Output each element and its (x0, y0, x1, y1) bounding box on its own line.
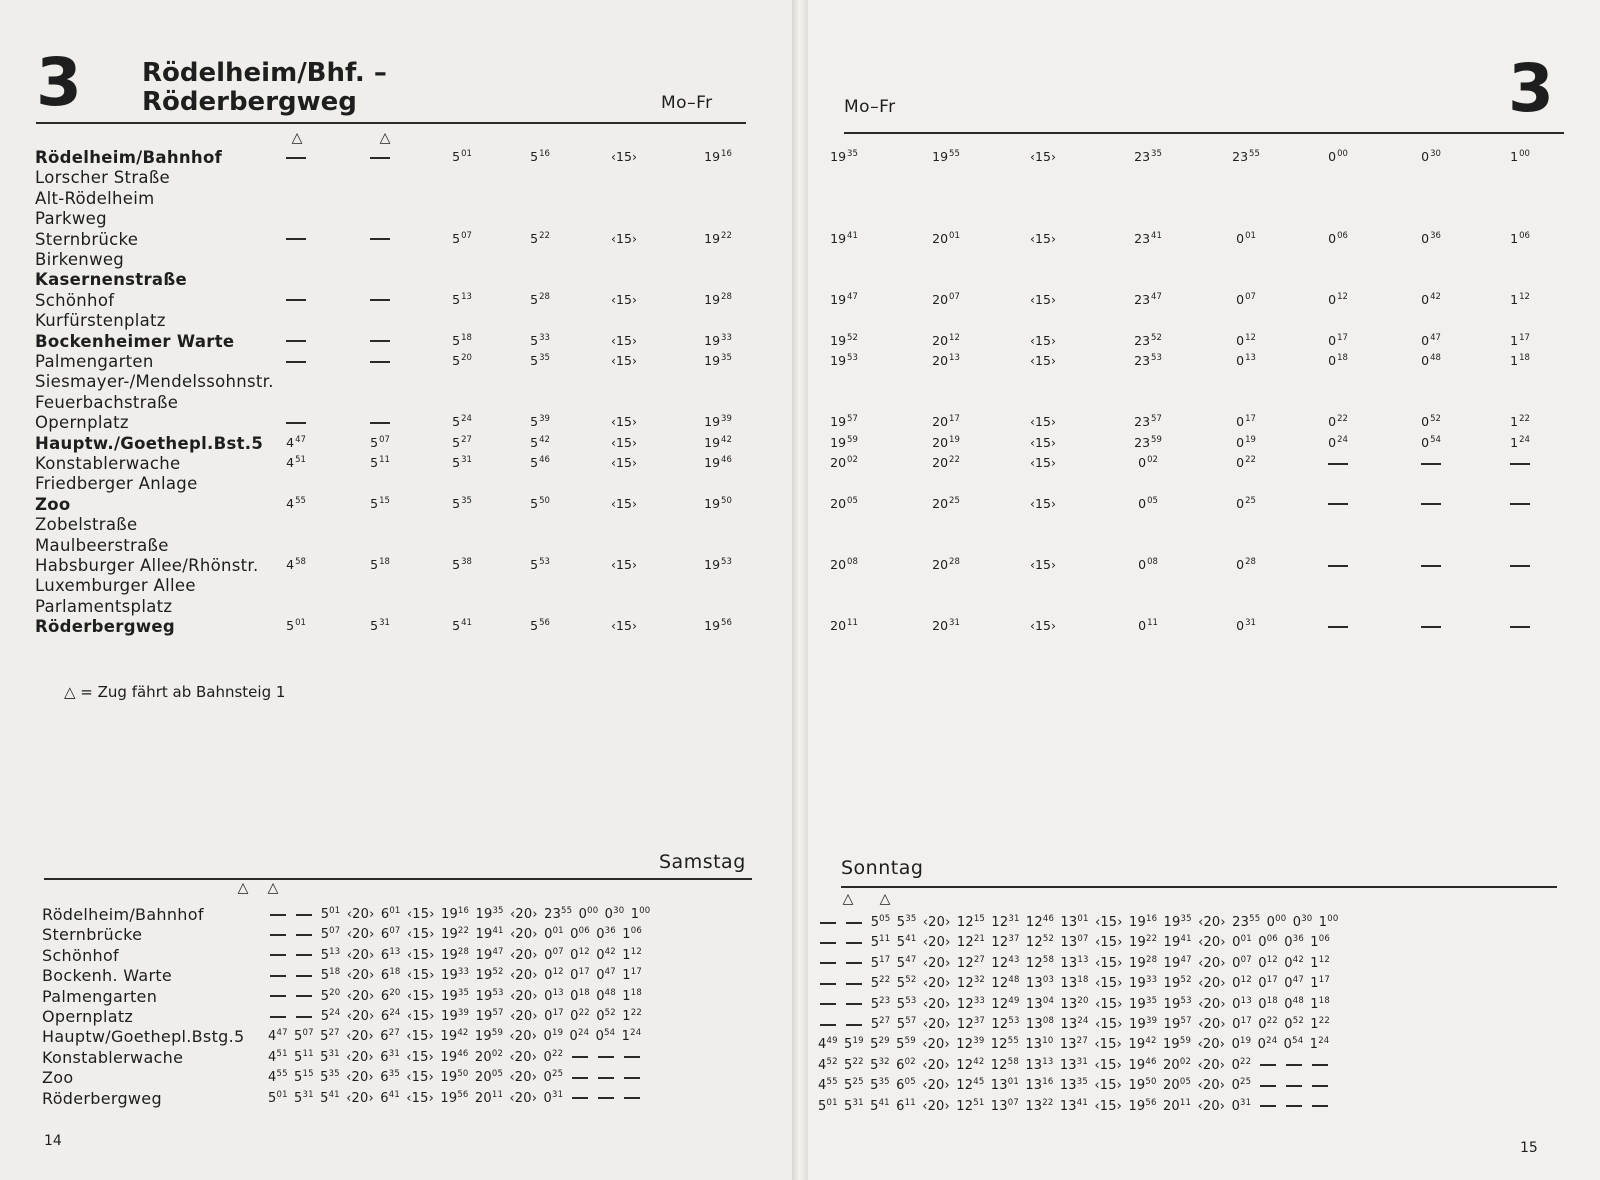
sunday-row: $5^{05}$ $5^{35}$ ‹20› $12^{15}$ $12^{31}$ $12^{46}$ $13^{01}$ ‹15› $19^{16}$ $19^{35}$ ‹20› $23^{55}$ $0^{00}$ $0^{30}$ $1^{00}$ (818, 914, 1338, 930)
stop-name: Siesmayer-/Mendelssohnstr. (35, 372, 274, 392)
page-number-right: 15 (1520, 1140, 1538, 1156)
departure-time: $5^{01}$ (286, 618, 306, 634)
departure-time: $0^{31}$ (1236, 618, 1256, 634)
route-number-right: 3 (1508, 50, 1554, 127)
route-title-line2: Röderbergweg (142, 87, 357, 117)
departure-time (370, 414, 390, 429)
departure-time: $23^{52}$ (1134, 332, 1162, 348)
sunday-row: $5^{22}$ $5^{52}$ ‹20› $12^{32}$ $12^{48}$ $13^{03}$ $13^{18}$ ‹15› $19^{33}$ $19^{52}$ ‹20› $0^{12}$ $0^{17}$ $0^{47}$ $1^{17}$ (818, 975, 1330, 991)
interval-marker: ‹15› (611, 149, 637, 164)
departure-time: $20^{31}$ (932, 618, 960, 634)
departure-time: $19^{42}$ (704, 434, 732, 450)
departure-time: $20^{12}$ (932, 332, 960, 348)
departure-time: $19^{46}$ (704, 455, 732, 470)
stop-name: Parkweg (35, 209, 107, 229)
departure-time: $20^{08}$ (830, 557, 858, 572)
departure-time: $20^{19}$ (932, 434, 960, 450)
departure-time: $0^{36}$ (1421, 230, 1441, 246)
stop-name: Friedberger Anlage (35, 474, 198, 494)
departure-time (286, 414, 306, 429)
stop-name: Habsburger Allee/Rhönstr. (35, 556, 259, 575)
right-page (808, 0, 1600, 1180)
departure-time: $0^{17}$ (1236, 414, 1256, 430)
departure-time: $19^{28}$ (704, 291, 732, 307)
departure-time: $5^{22}$ (530, 230, 550, 246)
departure-time: $20^{25}$ (932, 495, 960, 511)
interval-marker: ‹15› (611, 332, 637, 348)
header-rule-left (36, 122, 746, 124)
saturday-stop-name: Konstablerwache (42, 1047, 184, 1067)
departure-time: $5^{33}$ (530, 332, 550, 348)
legend-note: △ = Zug fährt ab Bahnsteig 1 (64, 683, 286, 701)
departure-time: $1^{17}$ (1510, 332, 1530, 348)
departure-time: $20^{22}$ (932, 455, 960, 470)
departure-time: $0^{47}$ (1421, 332, 1441, 348)
interval-marker: ‹15› (611, 414, 637, 430)
route-title-line1: Rödelheim/Bhf. – (142, 58, 387, 88)
weekday-label-right: Mo–Fr (844, 97, 896, 117)
interval-marker: ‹15› (611, 230, 637, 246)
departure-time: $19^{33}$ (704, 332, 732, 348)
stop-name: Lorscher Straße (35, 168, 170, 188)
platform-triangle-1: △ (291, 130, 303, 146)
saturday-row: $5^{01}$ ‹20› $6^{01}$ ‹15› $19^{16}$ $19^{35}$ ‹20› $23^{55}$ $0^{00}$ $0^{30}$ $1^{00}$ (268, 906, 650, 922)
departure-time: $5^{01}$ (452, 149, 472, 164)
sunday-rule (841, 886, 1557, 888)
departure-time: $1^{18}$ (1510, 353, 1530, 368)
departure-time: $5^{15}$ (370, 495, 390, 511)
departure-time: $0^{28}$ (1236, 557, 1256, 572)
departure-time (286, 149, 306, 164)
saturday-stop-name: Rödelheim/Bahnhof (42, 905, 204, 924)
departure-time (1328, 557, 1348, 572)
sunday-row: $4^{49}$ $5^{19}$ $5^{29}$ $5^{59}$ ‹20› $12^{39}$ $12^{55}$ $13^{10}$ $13^{27}$ ‹15› $19^{42}$ $19^{59}$ ‹20› $0^{19}$ $0^{24}$ $0^{54}$ $1^{24}$ (818, 1036, 1330, 1053)
saturday-row: $4^{51}$ $5^{11}$ $5^{31}$ ‹20› $6^{31}$ ‹15› $19^{46}$ $20^{02}$ ‹20› $0^{22}$ (268, 1049, 642, 1065)
departure-time: $19^{55}$ (932, 149, 960, 164)
departure-time: $5^{53}$ (530, 557, 550, 572)
saturday-stop-name: Opernplatz (42, 1007, 134, 1026)
departure-time: $5^{39}$ (530, 414, 550, 430)
interval-marker: ‹15› (611, 455, 637, 470)
departure-time: $1^{22}$ (1510, 414, 1530, 430)
departure-time (1510, 618, 1530, 633)
departure-time: $19^{16}$ (704, 149, 732, 164)
sun-triangle-2: △ (879, 891, 891, 907)
departure-time: $5^{18}$ (370, 557, 390, 572)
interval-marker: ‹15› (1030, 434, 1056, 450)
saturday-row: $5^{07}$ ‹20› $6^{07}$ ‹15› $19^{22}$ $19^{41}$ ‹20› $0^{01}$ $0^{06}$ $0^{36}$ $1^{06}$ (268, 926, 642, 942)
interval-marker: ‹15› (611, 434, 637, 450)
stop-name: Schönhof (35, 290, 115, 310)
interval-marker: ‹15› (1030, 149, 1056, 164)
book-gutter (792, 0, 808, 1180)
weekday-label-left: Mo–Fr (661, 93, 713, 113)
departure-time: $4^{58}$ (286, 557, 306, 572)
departure-time: $0^{05}$ (1138, 495, 1158, 511)
departure-time (286, 333, 306, 348)
departure-time: $5^{31}$ (370, 618, 390, 634)
departure-time (370, 231, 390, 246)
departure-time: $23^{35}$ (1134, 149, 1162, 164)
departure-time: $19^{59}$ (830, 434, 858, 450)
saturday-row: $5^{18}$ ‹20› $6^{18}$ ‹15› $19^{33}$ $19^{52}$ ‹20› $0^{12}$ $0^{17}$ $0^{47}$ $1^{17}$ (268, 967, 642, 983)
departure-time: $0^{30}$ (1421, 149, 1441, 164)
departure-time (1510, 496, 1530, 511)
departure-time: $20^{17}$ (932, 414, 960, 430)
saturday-row: $5^{01}$ $5^{31}$ $5^{41}$ ‹20› $6^{41}$ ‹15› $19^{56}$ $20^{11}$ ‹20› $0^{31}$ (268, 1090, 642, 1106)
departure-time: $4^{55}$ (286, 495, 306, 511)
departure-time: $5^{42}$ (530, 434, 550, 450)
departure-time (286, 231, 306, 246)
departure-time: $0^{54}$ (1421, 434, 1441, 450)
departure-time: $5^{07}$ (452, 230, 472, 246)
departure-time (370, 149, 390, 164)
departure-time: $1^{12}$ (1510, 291, 1530, 307)
stop-name: Feuerbachstraße (35, 392, 179, 412)
stop-name: Zobelstraße (35, 515, 138, 535)
departure-time: $1^{00}$ (1510, 149, 1530, 164)
saturday-stop-name: Röderbergweg (42, 1088, 162, 1108)
interval-marker: ‹15› (1030, 414, 1056, 430)
departure-time: $19^{35}$ (704, 353, 732, 368)
departure-time: $0^{02}$ (1138, 455, 1158, 470)
departure-time (1328, 496, 1348, 511)
sunday-row: $5^{17}$ $5^{47}$ ‹20› $12^{27}$ $12^{43}$ $12^{58}$ $13^{13}$ ‹15› $19^{28}$ $19^{47}$ ‹20› $0^{07}$ $0^{12}$ $0^{42}$ $1^{12}$ (818, 955, 1330, 971)
departure-time: $0^{42}$ (1421, 291, 1441, 307)
departure-time: $23^{59}$ (1134, 434, 1162, 450)
platform-triangle-2: △ (379, 130, 391, 146)
stop-name: Birkenweg (35, 250, 125, 269)
sunday-row: $5^{11}$ $5^{41}$ ‹20› $12^{21}$ $12^{37}$ $12^{52}$ $13^{07}$ ‹15› $19^{22}$ $19^{41}$ ‹20› $0^{01}$ $0^{06}$ $0^{36}$ $1^{06}$ (818, 934, 1330, 950)
stop-name: Rödelheim/Bahnhof (35, 148, 223, 167)
departure-time: $20^{28}$ (932, 557, 960, 572)
departure-time: $0^{13}$ (1236, 353, 1256, 368)
interval-marker: ‹15› (1030, 495, 1056, 511)
stop-name: Hauptw./Goethepl.Bst.5 (35, 433, 264, 453)
left-page (0, 0, 792, 1180)
interval-marker: ‹15› (611, 495, 637, 511)
page-number-left: 14 (44, 1133, 62, 1149)
departure-time: $19^{50}$ (704, 495, 732, 511)
stop-name: Konstablerwache (35, 454, 181, 473)
departure-time: $19^{52}$ (830, 332, 858, 348)
departure-time (286, 292, 306, 307)
departure-time (1510, 557, 1530, 572)
departure-time: $0^{08}$ (1138, 557, 1158, 572)
departure-time: $0^{12}$ (1236, 332, 1256, 348)
departure-time: $5^{13}$ (452, 291, 472, 307)
departure-time: $4^{47}$ (286, 434, 306, 450)
stop-name: Sternbrücke (35, 229, 139, 249)
departure-time: $19^{35}$ (830, 149, 858, 164)
departure-time: $19^{47}$ (830, 291, 858, 307)
departure-time: $0^{01}$ (1236, 230, 1256, 246)
departure-time: $5^{28}$ (530, 291, 550, 307)
departure-time (370, 333, 390, 348)
saturday-row: $5^{13}$ ‹20› $6^{13}$ ‹15› $19^{28}$ $19^{47}$ ‹20› $0^{07}$ $0^{12}$ $0^{42}$ $1^{12}$ (268, 947, 642, 963)
saturday-label: Samstag (659, 851, 746, 873)
stop-name: Opernplatz (35, 413, 129, 433)
departure-time: $19^{39}$ (704, 414, 732, 430)
departure-time: $0^{17}$ (1328, 332, 1348, 348)
departure-time: $23^{41}$ (1134, 230, 1162, 246)
departure-time (370, 353, 390, 368)
stop-name: Luxemburger Allee (35, 576, 196, 596)
departure-time: $5^{24}$ (452, 414, 472, 430)
departure-time: $0^{52}$ (1421, 414, 1441, 430)
departure-time: $5^{46}$ (530, 455, 550, 470)
sunday-row: $5^{01}$ $5^{31}$ $5^{41}$ $6^{11}$ ‹20› $12^{51}$ $13^{07}$ $13^{22}$ $13^{41}$ ‹15› $19^{56}$ $20^{11}$ ‹20› $0^{31}$ (818, 1098, 1330, 1114)
interval-marker: ‹15› (1030, 291, 1056, 307)
saturday-stop-name: Hauptw/Goethepl.Bstg.5 (42, 1027, 245, 1047)
departure-time: $5^{41}$ (452, 618, 472, 634)
sat-triangle-1: △ (237, 880, 249, 896)
departure-time: $5^{27}$ (452, 434, 472, 450)
departure-time: $0^{11}$ (1138, 618, 1158, 634)
departure-time: $20^{05}$ (830, 495, 858, 511)
saturday-stop-name: Sternbrücke (42, 925, 143, 945)
header-rule-right (844, 132, 1564, 134)
departure-time: $5^{35}$ (452, 495, 472, 511)
departure-time: $19^{57}$ (830, 414, 858, 430)
departure-time (1510, 455, 1530, 470)
departure-time: $0^{00}$ (1328, 149, 1348, 164)
departure-time (370, 292, 390, 307)
saturday-row: $4^{55}$ $5^{15}$ $5^{35}$ ‹20› $6^{35}$ ‹15› $19^{50}$ $20^{05}$ ‹20› $0^{25}$ (268, 1069, 642, 1085)
saturday-row: $4^{47}$ $5^{07}$ $5^{27}$ ‹20› $6^{27}$ ‹15› $19^{42}$ $19^{59}$ ‹20› $0^{19}$ $0^{24}$ $0^{54}$ $1^{24}$ (268, 1028, 642, 1045)
departure-time: $20^{11}$ (830, 618, 858, 634)
departure-time: $5^{50}$ (530, 495, 550, 511)
departure-time: $19^{56}$ (704, 618, 732, 634)
sun-triangle-1: △ (842, 891, 854, 907)
departure-time: $5^{38}$ (452, 557, 472, 572)
departure-time: $20^{07}$ (932, 291, 960, 307)
saturday-row: $5^{24}$ ‹20› $6^{24}$ ‹15› $19^{39}$ $19^{57}$ ‹20› $0^{17}$ $0^{22}$ $0^{52}$ $1^{22}$ (268, 1008, 642, 1024)
departure-time: $0^{06}$ (1328, 230, 1348, 246)
departure-time (1328, 618, 1348, 633)
departure-time (1421, 455, 1441, 470)
saturday-stop-name: Bockenh. Warte (42, 966, 173, 986)
departure-time: $19^{41}$ (830, 230, 858, 246)
saturday-stop-name: Schönhof (42, 945, 119, 965)
interval-marker: ‹15› (1030, 455, 1056, 470)
sunday-label: Sonntag (841, 857, 924, 879)
interval-marker: ‹15› (1030, 618, 1056, 634)
departure-time: $19^{53}$ (830, 353, 858, 368)
departure-time: $5^{18}$ (452, 332, 472, 348)
sunday-row: $4^{55}$ $5^{25}$ $5^{35}$ $6^{05}$ ‹20› $12^{45}$ $13^{01}$ $13^{16}$ $13^{35}$ ‹15› $19^{50}$ $20^{05}$ ‹20› $0^{25}$ (818, 1077, 1330, 1093)
departure-time: $5^{31}$ (452, 455, 472, 470)
stop-name: Maulbeerstraße (35, 535, 169, 555)
interval-marker: ‹15› (611, 291, 637, 307)
stop-name: Zoo (35, 494, 71, 514)
stop-name: Alt-Rödelheim (35, 188, 155, 208)
interval-marker: ‹15› (1030, 332, 1056, 348)
departure-time: $23^{47}$ (1134, 291, 1162, 307)
departure-time: $20^{01}$ (932, 230, 960, 246)
sat-triangle-2: △ (267, 880, 279, 896)
route-number-left: 3 (36, 44, 82, 121)
departure-time: $0^{25}$ (1236, 495, 1256, 511)
stop-name: Kasernenstraße (35, 270, 187, 290)
saturday-stop-name: Palmengarten (42, 986, 158, 1006)
departure-time: $20^{13}$ (932, 353, 960, 368)
departure-time (1421, 557, 1441, 572)
departure-time (286, 353, 306, 368)
interval-marker: ‹15› (1030, 557, 1056, 572)
departure-time: $5^{11}$ (370, 455, 390, 470)
departure-time: $0^{19}$ (1236, 434, 1256, 450)
departure-time: $5^{35}$ (530, 353, 550, 368)
departure-time: $20^{02}$ (830, 455, 858, 470)
stop-name: Bockenheimer Warte (35, 331, 235, 351)
departure-time: $5^{16}$ (530, 149, 550, 164)
saturday-row: $5^{20}$ ‹20› $6^{20}$ ‹15› $19^{35}$ $19^{53}$ ‹20› $0^{13}$ $0^{18}$ $0^{48}$ $1^{18}$ (268, 988, 642, 1004)
interval-marker: ‹15› (611, 557, 637, 572)
departure-time: $23^{53}$ (1134, 353, 1162, 368)
saturday-stop-name: Zoo (42, 1068, 74, 1088)
stop-name: Röderbergweg (35, 617, 175, 637)
departure-time: $0^{24}$ (1328, 434, 1348, 450)
departure-time: $4^{51}$ (286, 455, 306, 470)
departure-time: $1^{06}$ (1510, 230, 1530, 246)
departure-time: $0^{48}$ (1421, 353, 1441, 368)
departure-time (1421, 618, 1441, 633)
stop-name: Kurfürstenplatz (35, 311, 166, 331)
stop-name: Palmengarten (35, 352, 154, 371)
departure-time: $1^{24}$ (1510, 434, 1530, 450)
departure-time: $0^{22}$ (1328, 414, 1348, 430)
sunday-row: $5^{23}$ $5^{53}$ ‹20› $12^{33}$ $12^{49}$ $13^{04}$ $13^{20}$ ‹15› $19^{35}$ $19^{53}$ ‹20› $0^{13}$ $0^{18}$ $0^{48}$ $1^{18}$ (818, 996, 1330, 1012)
departure-time: $0^{07}$ (1236, 291, 1256, 307)
departure-time (1328, 455, 1348, 470)
saturday-rule (44, 878, 752, 880)
departure-time: $5^{20}$ (452, 353, 472, 368)
interval-marker: ‹15› (1030, 230, 1056, 246)
interval-marker: ‹15› (611, 353, 637, 368)
departure-time: $5^{56}$ (530, 618, 550, 634)
departure-time: $19^{53}$ (704, 557, 732, 572)
sunday-row: $4^{52}$ $5^{22}$ $5^{32}$ $6^{02}$ ‹20› $12^{42}$ $12^{58}$ $13^{13}$ $13^{31}$ ‹15› $19^{46}$ $20^{02}$ ‹20› $0^{22}$ (818, 1057, 1330, 1073)
departure-time: $5^{07}$ (370, 434, 390, 450)
departure-time: $0^{18}$ (1328, 353, 1348, 368)
departure-time: $23^{55}$ (1232, 149, 1260, 164)
departure-time: $19^{22}$ (704, 230, 732, 246)
interval-marker: ‹15› (611, 618, 637, 634)
interval-marker: ‹15› (1030, 353, 1056, 368)
departure-time: $0^{22}$ (1236, 455, 1256, 470)
sunday-row: $5^{27}$ $5^{57}$ ‹20› $12^{37}$ $12^{53}$ $13^{08}$ $13^{24}$ ‹15› $19^{39}$ $19^{57}$ ‹20› $0^{17}$ $0^{22}$ $0^{52}$ $1^{22}$ (818, 1016, 1330, 1032)
stop-name: Parlamentsplatz (35, 596, 173, 616)
departure-time (1421, 496, 1441, 511)
departure-time: $0^{12}$ (1328, 291, 1348, 307)
departure-time: $23^{57}$ (1134, 414, 1162, 430)
